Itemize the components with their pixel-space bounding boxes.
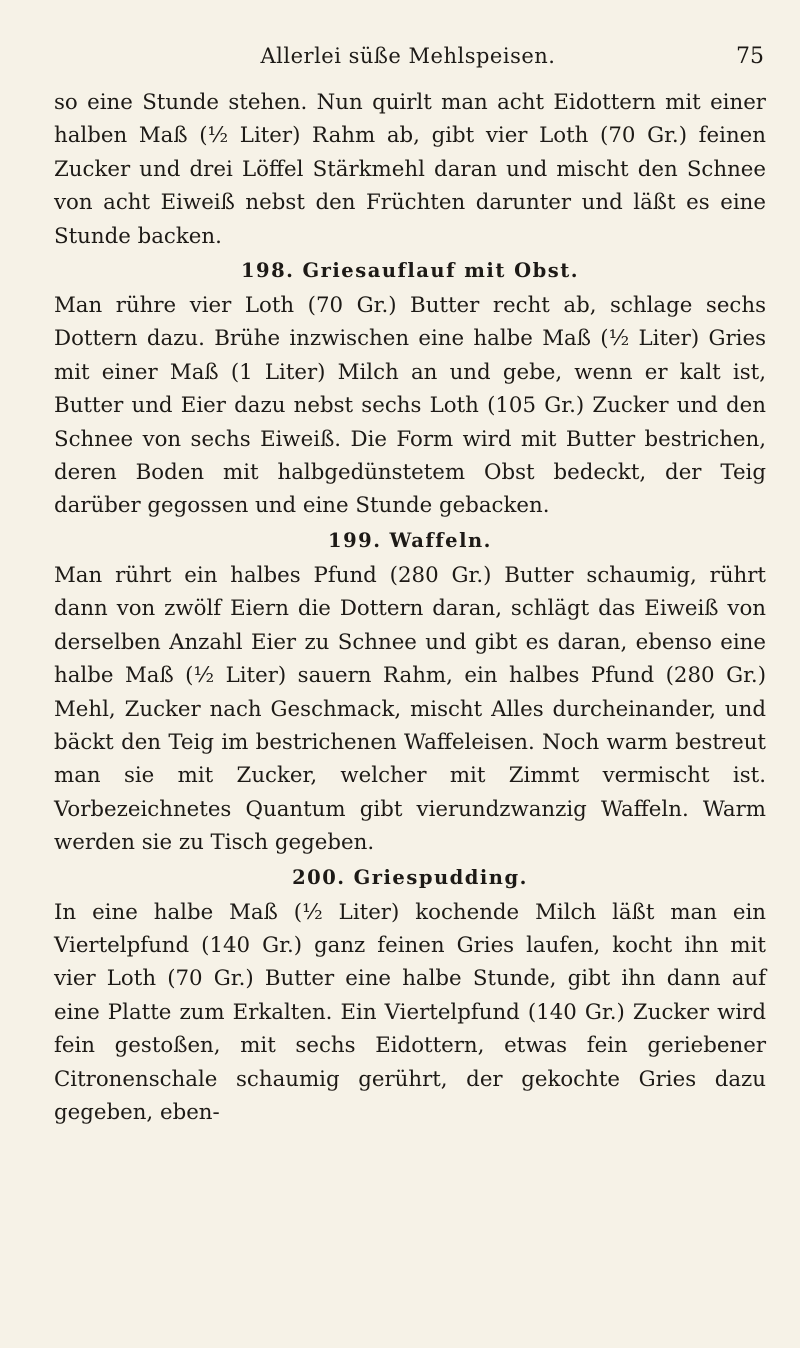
- recipe-200-title: Griespudding.: [353, 865, 528, 889]
- page-number: 75: [736, 44, 764, 69]
- recipe-198-body: Man rühre vier Loth (70 Gr.) Butter recht ab, schlage sechs Dottern dazu. Brühe inzwischen eine halbe Maß (½ Liter) Gries mit einer Maß (1 Liter) Milch an und gebe, wenn er kalt ist, Butter und Eier dazu nebst sechs Loth (105 Gr.) Zucker und den Schnee von sechs Eiweiß. Die Form wird mit Butter bestrichen, deren Boden mit halbgedünstetem Obst bedeckt, der Teig darüber gegossen und eine Stunde gebacken.: [54, 293, 766, 519]
- page-content: [54, 86, 766, 1129]
- recipe-199-title: Waffeln.: [389, 528, 492, 552]
- recipe-200-body: In eine halbe Maß (½ Liter) kochende Milch läßt man ein Viertelpfund (140 Gr.) ganz feinen Gries laufen, kocht ihn mit vier Loth (70 Gr.) Butter eine halbe Stunde, gibt ihn dann auf eine Platte zum Erkalten. Ein Viertelpfund (140 Gr.) Zucker wird fein gestoßen, mit sechs Eidottern, etwas fein geriebener Citronenschale schaumig gerührt, der gekochte Gries dazu gegeben, eben-: [54, 899, 766, 1125]
- recipe-198-number: 198.: [240, 259, 295, 283]
- continuation-paragraph: so eine Stunde stehen. Nun quirlt man acht Eidottern mit einer halben Maß (½ Liter) Rahm ab, gibt vier Loth (70 Gr.) feinen Zucker und drei Löffel Stärkmehl daran und mischt den Schnee von acht Eiweiß nebst den Früchten darunter und läßt es eine Stunde backen.: [54, 90, 766, 249]
- recipe-200-heading: [54, 860, 766, 896]
- running-title: Allerlei süße Mehlspeisen.: [260, 44, 556, 68]
- recipe-199-heading: [54, 523, 766, 559]
- recipe-200-number: 200.: [292, 865, 346, 889]
- recipe-198-heading: [54, 253, 766, 289]
- recipe-199-number: 199.: [328, 528, 382, 552]
- running-head: [52, 44, 764, 78]
- recipe-198-title: Griesauflauf mit Obst.: [302, 259, 580, 283]
- recipe-199-body: Man rührt ein halbes Pfund (280 Gr.) Butter schaumig, rührt dann von zwölf Eiern die Dottern daran, schlägt das Eiweiß von derselben Anzahl Eier zu Schnee und gibt es daran, ebenso eine halbe Maß (½ Liter) sauern Rahm, ein halbes Pfund (280 Gr.) Mehl, Zucker nach Geschmack, mischt Alles durcheinander, und bäckt den Teig im bestrichenen Waffeleisen. Noch warm bestreut man sie mit Zucker, welcher mit Zimmt vermischt ist. Vorbezeichnetes Quantum gibt vierundzwanzig Waffeln. Warm werden sie zu Tisch gegeben.: [54, 562, 766, 856]
